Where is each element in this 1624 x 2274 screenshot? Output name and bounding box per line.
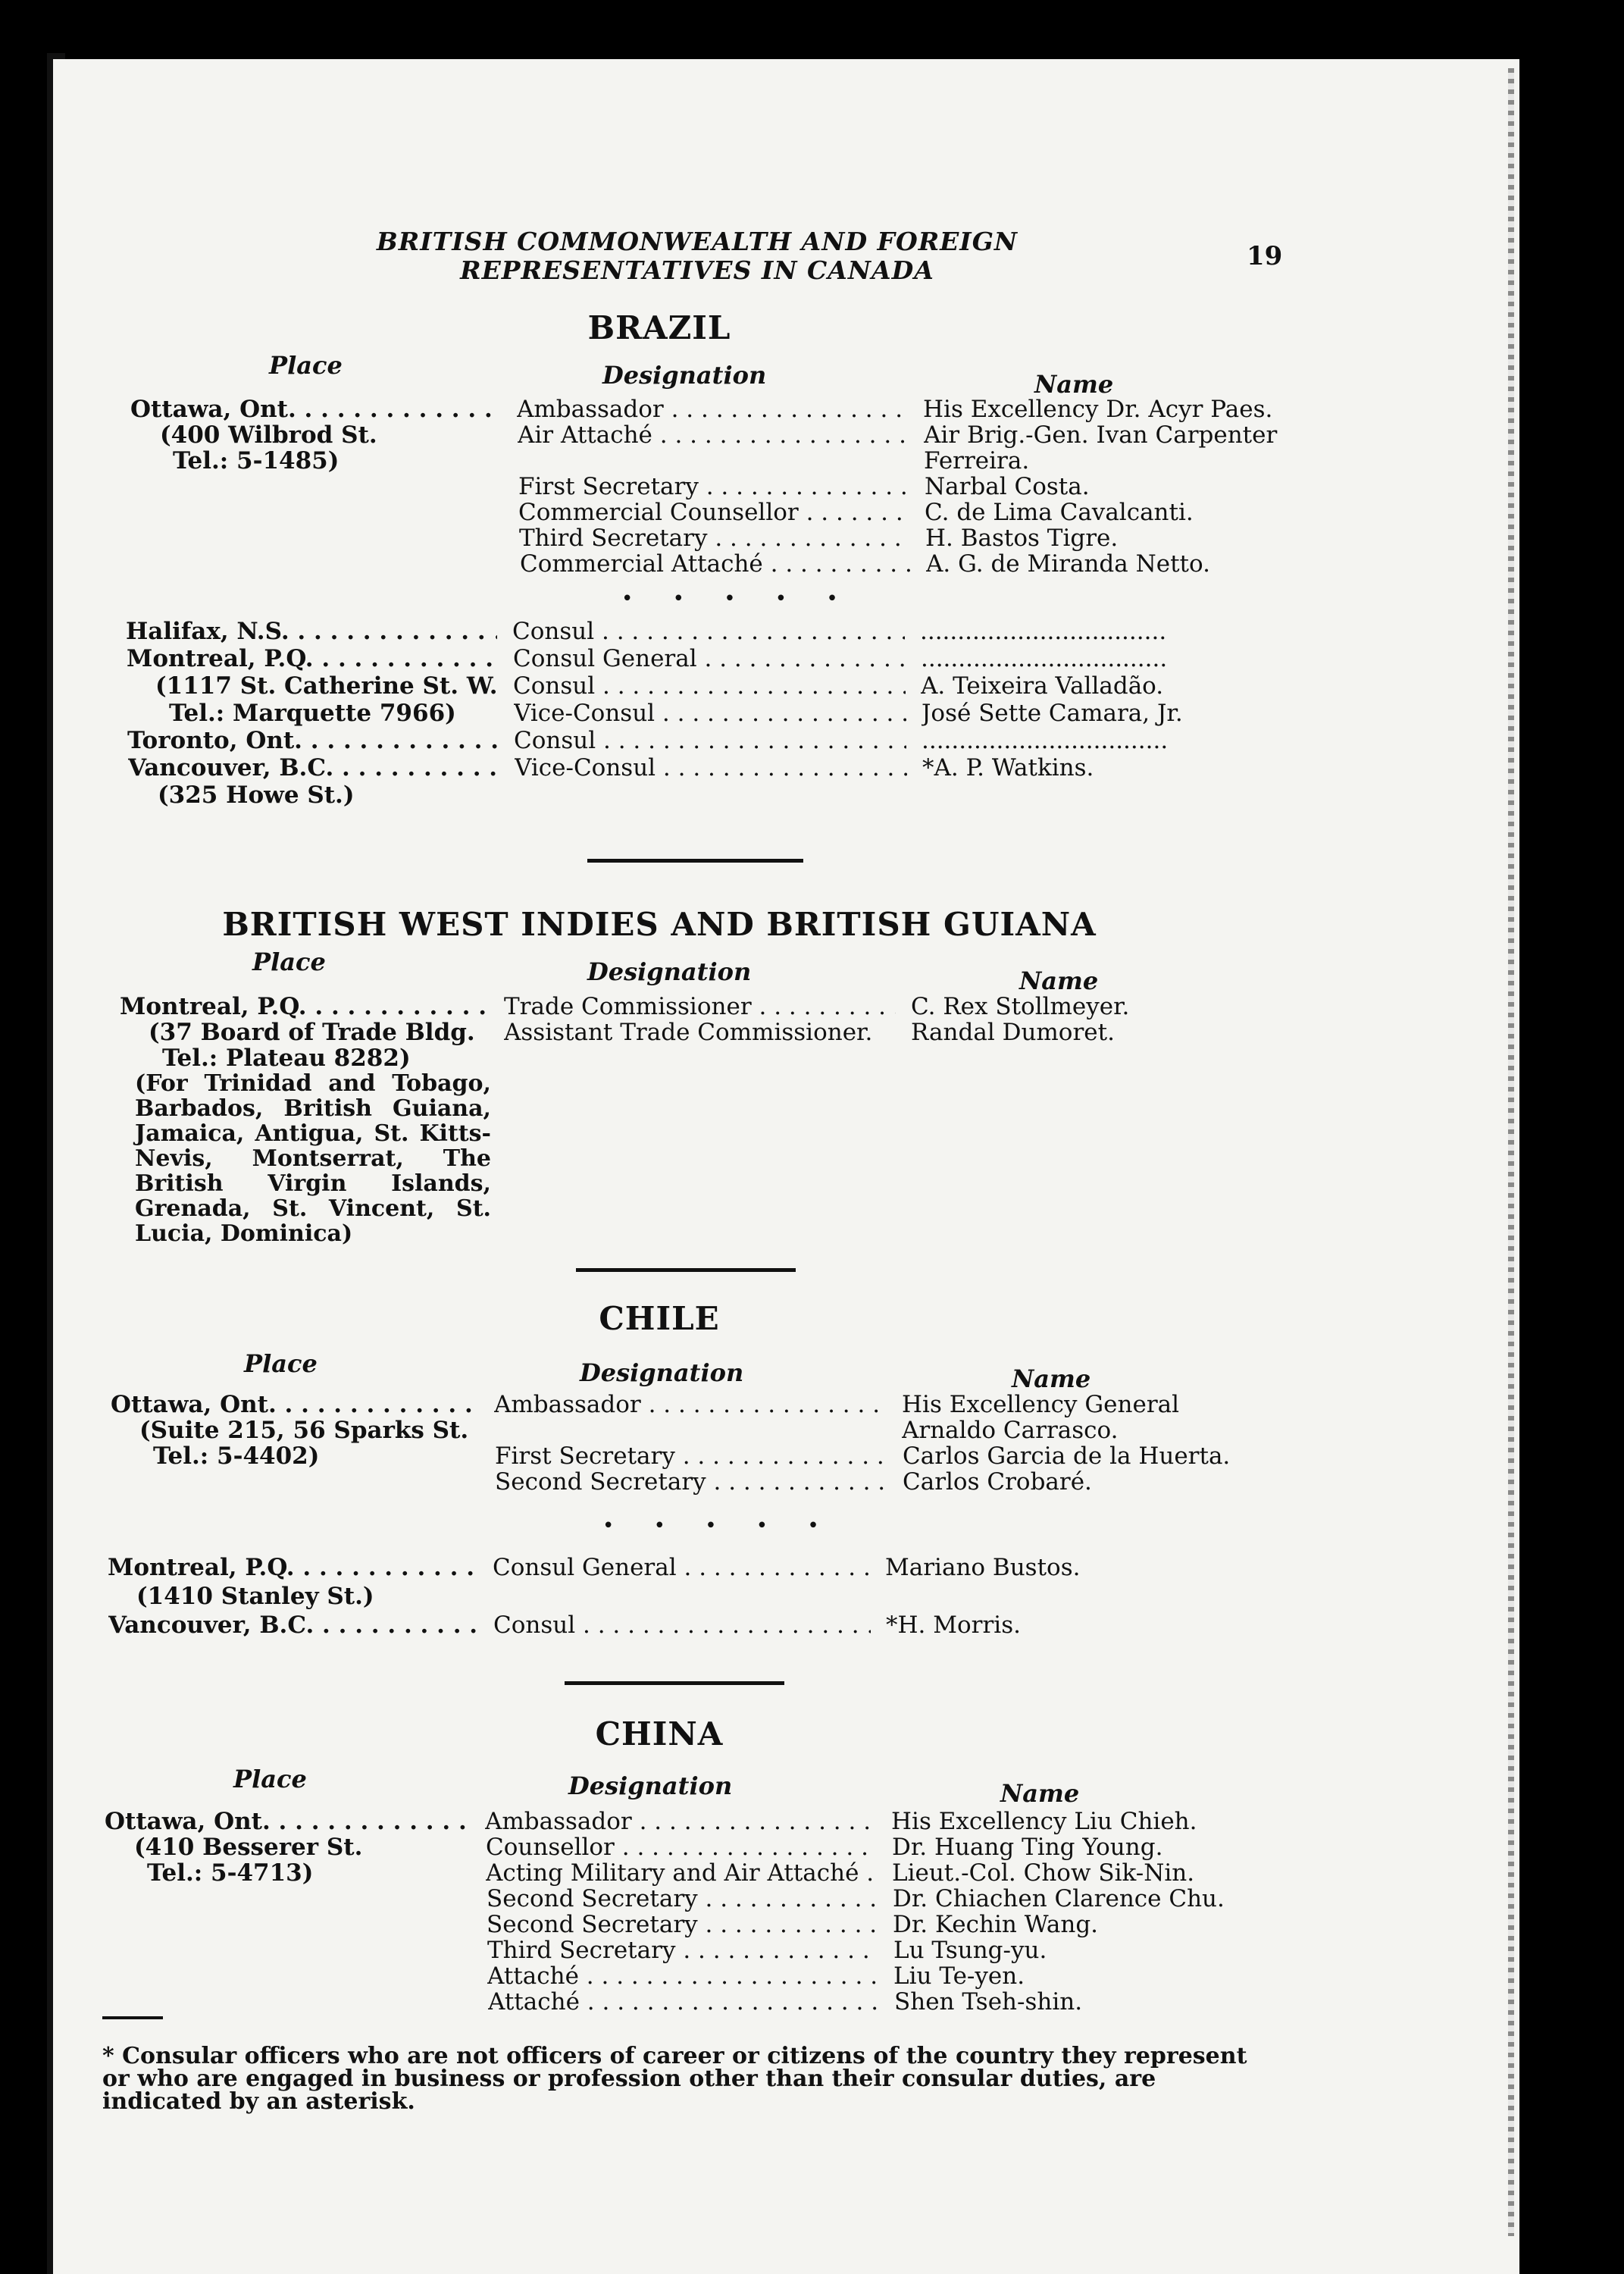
- cell-name: A. G. de Miranda Netto.: [926, 550, 1210, 578]
- header-line-1: BRITISH COMMONWEALTH AND FOREIGN: [376, 227, 1019, 256]
- bwi-note: (For Trinidad and Tobago, Barbados, British Guiana, Jamaica, Antigua, St. Kitts-Nevis, Montserrat, The British Virgin Islands, Grenada, St. Vincent, St. Lucia, Dominica): [135, 1070, 491, 1247]
- cell-name: Randal Dumoret.: [911, 1019, 1115, 1046]
- cell-designation: Counsellor . . .: [486, 1834, 877, 1861]
- table-row: [0, 754, 1624, 781]
- cell-name: Dr. Chiachen Clarence Chu.: [893, 1885, 1225, 1912]
- cell-name: Carlos Crobaré.: [903, 1468, 1092, 1496]
- table-row: [0, 1045, 1624, 1072]
- cell-place: (400 Wilbrod St.: [160, 421, 377, 449]
- footnote-rule: [102, 2016, 163, 2019]
- cell-designation: Second Secretary . . .: [495, 1468, 887, 1496]
- cell-designation: Consul . . .: [513, 672, 906, 700]
- running-header: [356, 227, 1038, 285]
- col-place: Place: [244, 1349, 318, 1378]
- cell-designation: Air Attaché . . .: [518, 421, 909, 449]
- cell-place: Montreal, P.Q. . . .: [120, 993, 489, 1020]
- table-row: [0, 1988, 1624, 2016]
- cell-place: Ottawa, Ont. . . .: [105, 1808, 470, 1835]
- cell-place: Montreal, P.Q. . . .: [127, 645, 498, 672]
- table-row: [0, 1962, 1624, 1990]
- cell-designation: Third Secretary . . .: [487, 1937, 878, 1964]
- cell-designation: Ambassador . . .: [494, 1391, 887, 1418]
- cell-place: Halifax, N.S. . . .: [126, 618, 497, 645]
- cell-designation: Consul . . .: [493, 1612, 871, 1639]
- section-title-bwi: BRITISH WEST INDIES AND BRITISH GUIANA: [222, 906, 1097, 943]
- cell-name: Dr. Kechin Wang.: [893, 1911, 1099, 1938]
- cell-designation: Ambassador . . .: [517, 396, 908, 423]
- blank-name-leader: .................................: [920, 618, 1167, 645]
- table-row: [0, 1583, 1624, 1610]
- table-row: [0, 700, 1624, 727]
- cell-designation: First Secretary . . .: [518, 473, 909, 500]
- col-name: Name: [1012, 1364, 1091, 1393]
- table-row: [0, 727, 1624, 754]
- cell-name: His Excellency General: [902, 1391, 1180, 1418]
- cell-name: H. Bastos Tigre.: [925, 525, 1119, 552]
- table-row: [0, 1808, 1624, 1835]
- section-rule: [587, 859, 803, 863]
- table-row: [0, 1859, 1624, 1887]
- col-designation: Designation: [568, 1771, 733, 1800]
- cell-name: His Excellency Dr. Acyr Paes.: [923, 396, 1273, 423]
- cell-designation: First Secretary . . .: [495, 1442, 887, 1470]
- table-row: [0, 447, 1624, 475]
- table-row: [0, 993, 1624, 1020]
- cell-designation: Second Secretary . . .: [487, 1885, 878, 1912]
- cell-place: Toronto, Ont. . . .: [127, 727, 499, 754]
- cell-name: Air Brig.-Gen. Ivan Carpenter: [924, 421, 1278, 449]
- cell-designation: Attaché . . .: [488, 1988, 879, 2016]
- cell-name: Liu Te-yen.: [893, 1962, 1025, 1990]
- separator-stars: • • • • •: [621, 587, 855, 610]
- cell-place: Ottawa, Ont. . . .: [111, 1391, 479, 1418]
- col-place: Place: [233, 1765, 307, 1793]
- col-name: Name: [1000, 1779, 1080, 1808]
- cell-name: *A. P. Watkins.: [922, 754, 1094, 781]
- table-row: [0, 1417, 1624, 1444]
- page-number: 19: [1247, 241, 1283, 271]
- cell-name: His Excellency Liu Chieh.: [891, 1808, 1197, 1835]
- cell-name: Lieut.-Col. Chow Sik-Nin.: [892, 1859, 1195, 1887]
- table-row: [0, 1554, 1624, 1581]
- table-row: [0, 672, 1624, 700]
- section-title-china: CHINA: [595, 1715, 724, 1752]
- cell-designation: Ambassador . . .: [485, 1808, 876, 1835]
- section-rule: [565, 1681, 784, 1685]
- col-name: Name: [1019, 966, 1099, 995]
- table-row: [0, 781, 1624, 809]
- section-title-brazil: BRAZIL: [587, 309, 731, 346]
- cell-place: (325 Howe St.): [158, 781, 355, 809]
- col-place: Place: [252, 948, 326, 976]
- section-title-chile: CHILE: [599, 1300, 720, 1337]
- cell-name: Mariano Bustos.: [885, 1554, 1081, 1581]
- col-place: Place: [269, 351, 343, 380]
- cell-place: (Suite 215, 56 Sparks St.: [139, 1417, 469, 1444]
- cell-designation: Vice-Consul . . .: [514, 700, 906, 727]
- table-row: [0, 645, 1624, 672]
- cell-designation: Third Secretary . . .: [519, 525, 910, 552]
- cell-designation: Assistant Trade Commissioner.: [504, 1019, 873, 1046]
- cell-name: Shen Tseh-shin.: [894, 1988, 1083, 2016]
- table-row: [0, 1442, 1624, 1470]
- cell-place: (37 Board of Trade Bldg.: [149, 1019, 475, 1046]
- col-name: Name: [1034, 370, 1114, 399]
- cell-name: Arnaldo Carrasco.: [902, 1417, 1119, 1444]
- cell-name: Dr. Huang Ting Young.: [892, 1834, 1163, 1861]
- table-row: [0, 550, 1624, 578]
- cell-designation: Consul . . .: [514, 727, 906, 754]
- cell-place: Tel.: 5-4402): [153, 1442, 320, 1470]
- table-row: [0, 499, 1624, 526]
- col-designation: Designation: [602, 361, 767, 390]
- cell-place: (1410 Stanley St.): [136, 1583, 374, 1610]
- table-row: [0, 1019, 1624, 1046]
- cell-place: Vancouver, B.C. . . .: [108, 1612, 478, 1639]
- cell-designation: Trade Commissioner . . .: [504, 993, 896, 1020]
- table-row: [0, 525, 1624, 552]
- blank-name-leader: .................................: [921, 645, 1168, 672]
- separator-stars: • • • • •: [602, 1514, 836, 1537]
- table-row: [0, 1911, 1624, 1938]
- cell-place: Tel.: Plateau 8282): [162, 1045, 411, 1072]
- cell-name: *H. Morris.: [886, 1612, 1021, 1639]
- cell-place: Ottawa, Ont. . . .: [130, 396, 502, 423]
- cell-place: Tel.: 5-4713): [147, 1859, 314, 1887]
- cell-designation: Consul . . .: [512, 618, 905, 645]
- section-rule: [576, 1268, 796, 1272]
- table-row: [0, 473, 1624, 500]
- cell-place: (410 Besserer St.: [134, 1834, 363, 1861]
- table-row: [0, 1834, 1624, 1861]
- table-row: [0, 1391, 1624, 1418]
- cell-designation: Consul General . . .: [513, 645, 906, 672]
- footnote: * Consular officers who are not officers of career or citizens of the country they represent or who are engaged in business or profession other than their consular duties, are indicated by an asterisk.: [102, 2043, 1247, 2115]
- table-row: [0, 421, 1624, 449]
- table-row: [0, 1937, 1624, 1964]
- cell-designation: Acting Military and Air Attaché . . .: [486, 1859, 877, 1887]
- cell-designation: Attaché . . .: [487, 1962, 878, 1990]
- header-line-2: REPRESENTATIVES IN CANADA: [460, 255, 934, 285]
- cell-name: Narbal Costa.: [925, 473, 1090, 500]
- cell-name: C. de Lima Cavalcanti.: [925, 499, 1194, 526]
- col-designation: Designation: [587, 957, 752, 986]
- table-row: [0, 396, 1624, 423]
- cell-designation: Vice-Consul . . .: [515, 754, 907, 781]
- cell-name: Carlos Garcia de la Huerta.: [903, 1442, 1231, 1470]
- col-designation: Designation: [580, 1358, 744, 1387]
- cell-place: Vancouver, B.C. . . .: [128, 754, 499, 781]
- cell-name: C. Rex Stollmeyer.: [911, 993, 1130, 1020]
- cell-name: José Sette Camara, Jr.: [922, 700, 1183, 727]
- table-row: [0, 1612, 1624, 1639]
- cell-designation: Commercial Attaché . . .: [520, 550, 911, 578]
- cell-name: Lu Tsung-yu.: [893, 1937, 1047, 1964]
- cell-place: Tel.: Marquette 7966): [169, 700, 456, 727]
- table-row: [0, 1885, 1624, 1912]
- cell-designation: Consul General . . .: [493, 1554, 870, 1581]
- cell-place: Montreal, P.Q. . . .: [108, 1554, 477, 1581]
- cell-name: A. Teixeira Valladão.: [921, 672, 1164, 700]
- cell-place: (1117 St. Catherine St. W.: [155, 672, 498, 700]
- cell-designation: Second Secretary . . .: [487, 1911, 878, 1938]
- table-row: [0, 618, 1624, 645]
- table-row: [0, 1468, 1624, 1496]
- blank-name-leader: .................................: [922, 727, 1169, 754]
- cell-place: Tel.: 5-1485): [173, 447, 340, 475]
- cell-name: Ferreira.: [924, 447, 1030, 475]
- cell-designation: Commercial Counsellor . . .: [518, 499, 909, 526]
